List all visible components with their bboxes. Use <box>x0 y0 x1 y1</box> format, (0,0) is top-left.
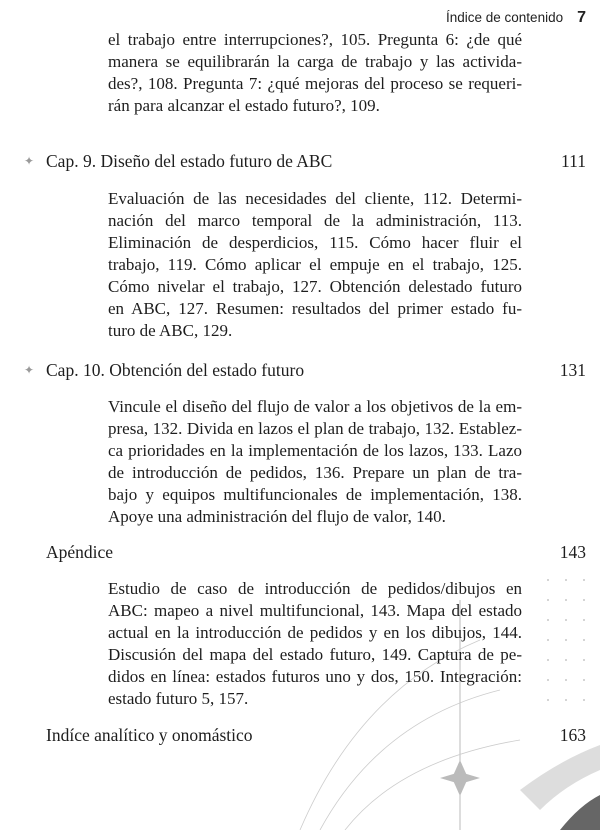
running-header <box>446 9 586 27</box>
toc-heading-page: 131 <box>559 360 586 380</box>
description-line: ABC: mapeo a nivel multifuncional, 143. Mapa del estado <box>108 601 522 620</box>
description-line: actual en la introducción de pedidos y en los dibujos, 144. <box>108 623 522 642</box>
description-line: presa, 132. Divida en lazos el plan de trabajo, 132. Establez- <box>108 419 522 438</box>
toc-entry-description <box>108 578 522 710</box>
description-line: Cómo nivelar el trabajo, 127. Obtención delestado futuro <box>108 277 522 296</box>
toc-heading[interactable] <box>24 540 586 564</box>
description-line: Discusión del mapa del estado futuro, 149. Captura de pe- <box>108 645 522 664</box>
toc-heading[interactable] <box>24 149 586 173</box>
description-line: didos en línea: estados futuros uno y dos, 150. Integración: <box>108 667 522 686</box>
description-line: des?, 108. Pregunta 7: ¿qué mejoras del proceso se requeri- <box>108 74 522 93</box>
description-line: estado futuro 5, 157. <box>108 689 249 708</box>
toc-heading[interactable] <box>24 358 586 382</box>
toc-heading-title: Apéndice <box>46 542 114 562</box>
diamond-bullet-icon: ✦ <box>24 154 35 168</box>
toc-entry-description <box>108 396 522 528</box>
toc-heading-title: Indíce analítico y onomástico <box>46 725 253 745</box>
description-line: Vincule el diseño del flujo de valor a los objetivos de la em- <box>108 397 522 416</box>
description-line: bajo y equipos multifuncionales de implementación, 138. <box>108 485 522 504</box>
description-line: Estudio de caso de introducción de pedidos/dibujos en <box>108 579 522 598</box>
toc-heading-title: Cap. 10. Obtención del estado futuro <box>46 360 305 380</box>
header-section-title: Índice de contenido <box>446 10 564 25</box>
toc-heading[interactable] <box>24 723 586 747</box>
description-line: de introducción de pedidos, 136. Prepare un plan de tra- <box>108 463 522 482</box>
description-line: rán para alcanzar el estado futuro?, 109. <box>108 96 380 115</box>
toc-heading-title: Cap. 9. Diseño del estado futuro de ABC <box>46 151 333 171</box>
description-line: manera se equilibrarán la carga de trabajo y las activida- <box>108 52 522 71</box>
toc-heading-page: 111 <box>561 151 586 171</box>
description-line: Eliminación de desperdicios, 115. Cómo hacer fluir el <box>108 233 522 252</box>
toc-heading-page: 163 <box>559 725 586 745</box>
toc-heading-page: 143 <box>559 542 586 562</box>
description-line: trabajo, 119. Cómo aplicar el empuje en el trabajo, 125. <box>108 255 522 274</box>
page-number: 7 <box>577 9 586 26</box>
toc-entry-description <box>108 188 522 342</box>
diamond-bullet-icon: ✦ <box>24 363 35 377</box>
description-line: Evaluación de las necesidades del cliente, 112. Determi- <box>108 189 522 208</box>
description-line: nación del marco temporal de la administración, 113. <box>108 211 522 230</box>
description-line: Apoye una administración del flujo de valor, 140. <box>108 507 446 526</box>
description-line: ca prioridades en la implementación de los lazos, 133. Lazo <box>108 441 522 460</box>
description-line: turo de ABC, 129. <box>108 321 233 340</box>
description-line: en ABC, 127. Resumen: resultados del primer estado fu- <box>108 299 522 318</box>
toc-entry-description <box>108 29 522 117</box>
description-line: el trabajo entre interrupciones?, 105. Pregunta 6: ¿de qué <box>108 30 522 49</box>
